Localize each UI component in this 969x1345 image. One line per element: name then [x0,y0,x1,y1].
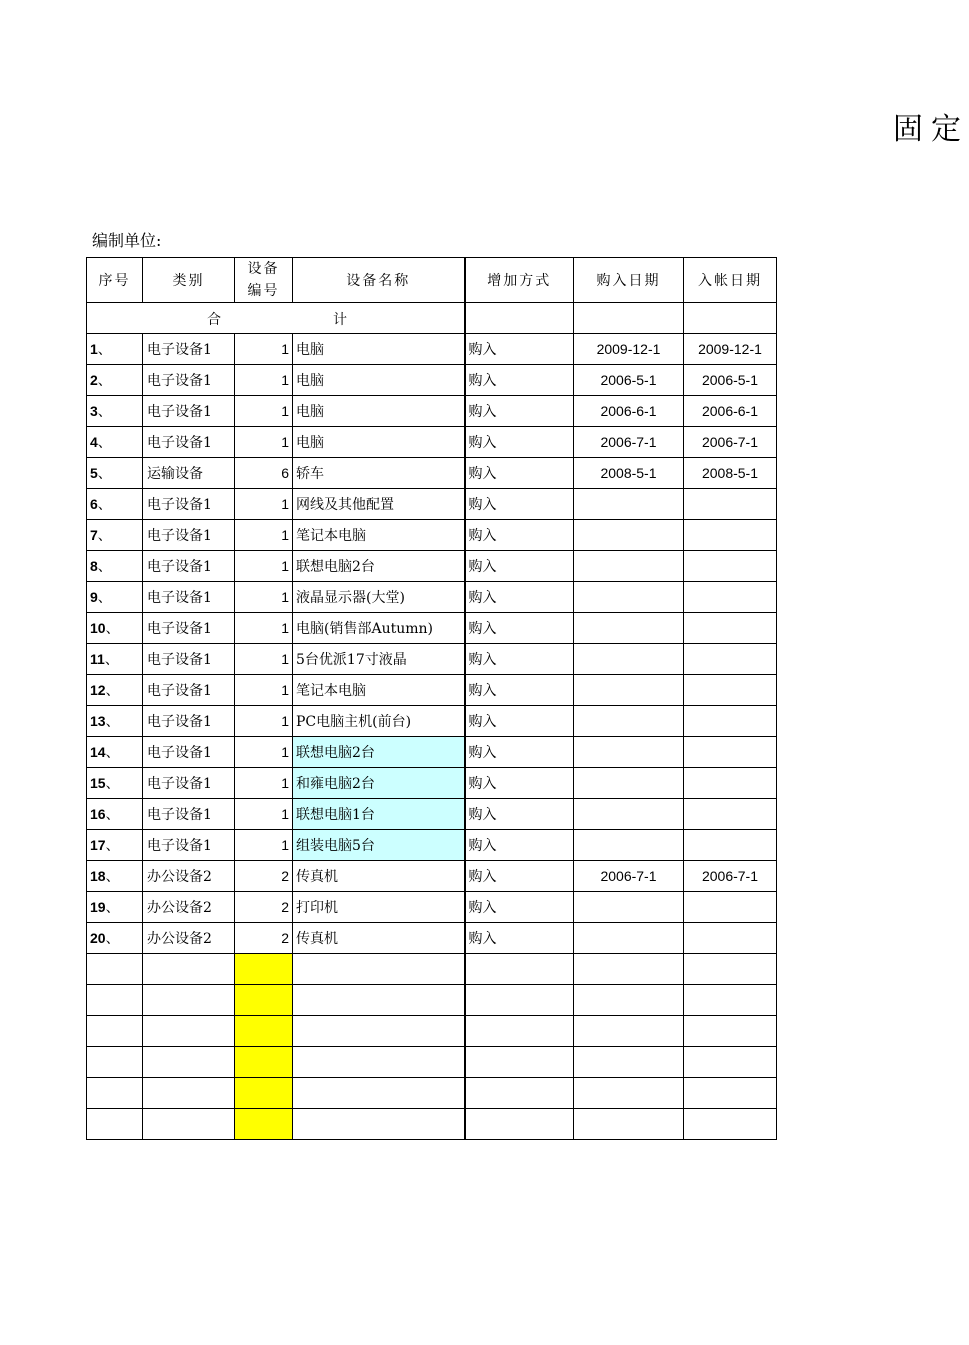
code-cell[interactable]: 1 [235,582,293,613]
name-cell[interactable]: 联想电脑2台 [293,737,465,768]
row-index: 12 [90,682,106,698]
row-index: 6 [90,496,98,512]
name-cell[interactable]: 液晶显示器(大堂) [293,582,465,613]
name-cell[interactable]: 笔记本电脑 [293,675,465,706]
row-index-cell[interactable] [87,768,143,799]
name-cell[interactable]: 联想电脑1台 [293,799,465,830]
row-index: 11 [90,651,105,667]
total-label-right: 计 [333,312,347,328]
code-cell[interactable]: 1 [235,427,293,458]
total-label-left: 合 [207,312,221,328]
booking-date-cell[interactable] [684,830,777,861]
header-method[interactable]: 增加方式 [465,258,574,303]
index-suffix: 、 [105,931,120,947]
row-index: 19 [90,899,106,915]
booking-date-cell[interactable] [684,706,777,737]
booking-date-cell[interactable] [684,923,777,954]
row-index-cell[interactable] [87,520,143,551]
header-category[interactable]: 类别 [143,258,235,303]
name-cell[interactable]: 传真机 [293,923,465,954]
table-row [87,334,777,365]
table-row [87,675,777,706]
table-row [87,830,777,861]
purchase-date-cell[interactable]: 2006-7-1 [574,861,684,892]
name-cell[interactable] [293,1078,465,1109]
purchase-date-cell[interactable] [574,489,684,520]
row-index: 18 [90,868,106,884]
row-index: 5 [90,465,98,481]
table-row [87,768,777,799]
category-cell[interactable]: 电子设备1 [143,675,235,706]
method-cell[interactable]: 购入 [465,644,574,675]
purchase-date-cell[interactable] [574,706,684,737]
row-index-cell[interactable] [87,1078,143,1109]
asset-table [86,257,777,1140]
name-cell[interactable]: 联想电脑2台 [293,551,465,582]
row-index: 2 [90,372,98,388]
name-cell[interactable]: 轿车 [293,458,465,489]
index-suffix: 、 [97,373,112,389]
row-index: 17 [90,837,106,853]
name-cell[interactable] [293,954,465,985]
row-index-cell[interactable] [87,551,143,582]
row-index-cell[interactable] [87,613,143,644]
booking-date-cell[interactable]: 2006-5-1 [684,365,777,396]
index-suffix: 、 [105,900,120,916]
booking-date-cell[interactable] [684,799,777,830]
booking-date-cell[interactable] [684,954,777,985]
index-suffix: 、 [105,683,120,699]
purchase-date-cell[interactable]: 2006-5-1 [574,365,684,396]
purchase-date-cell[interactable]: 2008-5-1 [574,458,684,489]
table-row [87,923,777,954]
table-row [87,861,777,892]
name-cell[interactable]: 笔记本电脑 [293,520,465,551]
table-row [87,520,777,551]
category-cell[interactable]: 办公设备2 [143,923,235,954]
row-index-cell[interactable] [87,582,143,613]
row-index-cell[interactable] [87,489,143,520]
booking-date-cell[interactable] [684,985,777,1016]
purchase-date-cell[interactable] [574,1016,684,1047]
name-cell[interactable]: 网线及其他配置 [293,489,465,520]
category-cell[interactable] [143,985,235,1016]
purchase-date-cell[interactable] [574,954,684,985]
row-index: 4 [90,434,98,450]
row-index: 13 [90,713,106,729]
total-method-cell[interactable] [465,303,574,334]
empty-row [87,1047,777,1078]
code-cell[interactable] [235,1016,293,1047]
row-index: 15 [90,775,106,791]
booking-date-cell[interactable] [684,1109,777,1140]
category-cell[interactable] [143,1016,235,1047]
row-index-cell[interactable] [87,830,143,861]
row-index-cell[interactable] [87,799,143,830]
code-cell[interactable]: 2 [235,923,293,954]
method-cell[interactable] [465,1109,574,1140]
row-index-cell[interactable] [87,1047,143,1078]
table-row [87,551,777,582]
method-cell[interactable]: 购入 [465,489,574,520]
index-suffix: 、 [97,497,112,513]
category-cell[interactable] [143,954,235,985]
code-cell[interactable]: 1 [235,737,293,768]
method-cell[interactable]: 购入 [465,458,574,489]
purchase-date-cell[interactable] [574,613,684,644]
name-cell[interactable] [293,1016,465,1047]
row-index: 16 [90,806,106,822]
index-suffix: 、 [105,745,120,761]
row-index-cell[interactable] [87,396,143,427]
row-index-cell[interactable] [87,675,143,706]
method-cell[interactable]: 购入 [465,582,574,613]
name-cell[interactable] [293,1047,465,1078]
method-cell[interactable]: 购入 [465,892,574,923]
method-cell[interactable]: 购入 [465,768,574,799]
category-cell[interactable]: 电子设备1 [143,830,235,861]
method-cell[interactable]: 购入 [465,365,574,396]
purchase-date-cell[interactable] [574,923,684,954]
row-index: 10 [90,620,106,636]
category-cell[interactable]: 电子设备1 [143,551,235,582]
index-suffix: 、 [97,342,112,358]
row-index-cell[interactable] [87,458,143,489]
code-cell[interactable]: 1 [235,644,293,675]
index-suffix: 、 [97,466,112,482]
booking-date-cell[interactable] [684,582,777,613]
method-cell[interactable]: 购入 [465,737,574,768]
code-cell[interactable]: 1 [235,675,293,706]
method-cell[interactable] [465,985,574,1016]
category-cell[interactable]: 电子设备1 [143,644,235,675]
category-cell[interactable] [143,1047,235,1078]
row-index-cell[interactable] [87,365,143,396]
row-index-cell[interactable] [87,334,143,365]
category-cell[interactable]: 电子设备1 [143,334,235,365]
empty-row [87,985,777,1016]
booking-date-cell[interactable] [684,768,777,799]
method-cell[interactable] [465,1047,574,1078]
row-index: 3 [90,403,98,419]
purchase-date-cell[interactable] [574,644,684,675]
category-cell[interactable]: 电子设备1 [143,706,235,737]
method-cell[interactable]: 购入 [465,861,574,892]
code-cell[interactable]: 1 [235,334,293,365]
purchase-date-cell[interactable] [574,1047,684,1078]
category-cell[interactable]: 电子设备1 [143,520,235,551]
code-cell[interactable]: 1 [235,489,293,520]
method-cell[interactable]: 购入 [465,520,574,551]
row-index-cell[interactable] [87,985,143,1016]
name-cell[interactable]: 打印机 [293,892,465,923]
category-cell[interactable] [143,1078,235,1109]
purchase-date-cell[interactable] [574,1109,684,1140]
name-cell[interactable]: 电脑 [293,334,465,365]
method-cell[interactable]: 购入 [465,551,574,582]
code-cell[interactable] [235,985,293,1016]
row-index-cell[interactable] [87,737,143,768]
code-cell[interactable]: 1 [235,799,293,830]
code-cell[interactable]: 2 [235,892,293,923]
booking-date-cell[interactable]: 2006-7-1 [684,427,777,458]
empty-row [87,1016,777,1047]
table-row [87,427,777,458]
purchase-date-cell[interactable] [574,1078,684,1109]
name-cell[interactable]: 和雍电脑2台 [293,768,465,799]
code-cell[interactable]: 1 [235,768,293,799]
category-cell[interactable]: 电子设备1 [143,427,235,458]
row-index-cell[interactable] [87,892,143,923]
row-index-cell[interactable] [87,644,143,675]
method-cell[interactable]: 购入 [465,675,574,706]
total-purchase-date-cell[interactable] [574,303,684,334]
method-cell[interactable]: 购入 [465,923,574,954]
total-row [87,303,777,334]
booking-date-cell[interactable] [684,1047,777,1078]
purchase-date-cell[interactable] [574,799,684,830]
row-index-cell[interactable] [87,1109,143,1140]
purchase-date-cell[interactable] [574,985,684,1016]
booking-date-cell[interactable]: 2009-12-1 [684,334,777,365]
empty-row [87,954,777,985]
index-suffix: 、 [105,869,120,885]
empty-row [87,1109,777,1140]
name-cell[interactable]: 电脑 [293,365,465,396]
code-cell[interactable]: 1 [235,396,293,427]
index-suffix: 、 [105,714,120,730]
code-cell[interactable] [235,1047,293,1078]
booking-date-cell[interactable] [684,489,777,520]
name-cell[interactable] [293,1109,465,1140]
index-suffix: 、 [97,528,112,544]
header-index[interactable]: 序号 [87,258,143,303]
index-suffix: 、 [105,621,120,637]
purchase-date-cell[interactable]: 2009-12-1 [574,334,684,365]
code-cell[interactable]: 1 [235,706,293,737]
name-cell[interactable]: 5台优派17寸液晶 [293,644,465,675]
booking-date-cell[interactable] [684,1078,777,1109]
index-suffix: 、 [105,838,120,854]
table-row [87,489,777,520]
table-row [87,644,777,675]
booking-date-cell[interactable] [684,892,777,923]
purchase-date-cell[interactable] [574,582,684,613]
code-cell[interactable]: 2 [235,861,293,892]
table-row [87,365,777,396]
category-cell[interactable]: 电子设备1 [143,582,235,613]
header-booking-date[interactable]: 入帐日期 [684,258,777,303]
code-cell[interactable]: 1 [235,830,293,861]
category-cell[interactable]: 电子设备1 [143,613,235,644]
table-row [87,613,777,644]
category-cell[interactable]: 运输设备 [143,458,235,489]
booking-date-cell[interactable] [684,520,777,551]
total-booking-date-cell[interactable] [684,303,777,334]
row-index-cell[interactable] [87,923,143,954]
purchase-date-cell[interactable]: 2006-6-1 [574,396,684,427]
category-cell[interactable]: 办公设备2 [143,861,235,892]
table-row [87,706,777,737]
row-index: 14 [90,744,106,760]
purchase-date-cell[interactable] [574,737,684,768]
booking-date-cell[interactable] [684,551,777,582]
category-cell[interactable]: 办公设备2 [143,892,235,923]
category-cell[interactable]: 电子设备1 [143,489,235,520]
name-cell[interactable]: 电脑 [293,396,465,427]
category-cell[interactable] [143,1109,235,1140]
table-row [87,582,777,613]
index-suffix: 、 [105,807,120,823]
name-cell[interactable]: 电脑(销售部Autumn) [293,613,465,644]
booking-date-cell[interactable] [684,737,777,768]
code-cell[interactable]: 1 [235,520,293,551]
row-index: 8 [90,558,98,574]
sheet-title: 固定 [893,112,969,147]
method-cell[interactable]: 购入 [465,830,574,861]
name-cell[interactable]: 传真机 [293,861,465,892]
row-index-cell[interactable] [87,954,143,985]
category-cell[interactable]: 电子设备1 [143,799,235,830]
index-suffix: 、 [105,776,120,792]
index-suffix: 、 [97,559,112,575]
category-cell[interactable]: 电子设备1 [143,768,235,799]
purchase-date-cell[interactable] [574,768,684,799]
method-cell[interactable]: 购入 [465,613,574,644]
code-cell[interactable]: 6 [235,458,293,489]
category-cell[interactable]: 电子设备1 [143,737,235,768]
table-row [87,737,777,768]
method-cell[interactable]: 购入 [465,396,574,427]
index-suffix: 、 [97,590,112,606]
method-cell[interactable] [465,954,574,985]
method-cell[interactable] [465,1078,574,1109]
method-cell[interactable]: 购入 [465,427,574,458]
name-cell[interactable]: 电脑 [293,427,465,458]
table-row [87,799,777,830]
code-cell[interactable]: 1 [235,365,293,396]
row-index: 1 [90,341,98,357]
code-cell[interactable]: 1 [235,551,293,582]
table-row [87,396,777,427]
row-index-cell[interactable] [87,706,143,737]
name-cell[interactable]: 组装电脑5台 [293,830,465,861]
total-cell[interactable] [87,303,465,334]
header-row [87,258,777,303]
category-cell[interactable]: 电子设备1 [143,396,235,427]
purchase-date-cell[interactable] [574,675,684,706]
row-index-cell[interactable] [87,1016,143,1047]
method-cell[interactable]: 购入 [465,334,574,365]
purchase-date-cell[interactable] [574,551,684,582]
method-cell[interactable] [465,1016,574,1047]
method-cell[interactable]: 购入 [465,706,574,737]
code-cell[interactable] [235,954,293,985]
code-cell[interactable]: 1 [235,613,293,644]
row-index: 20 [90,930,106,946]
category-cell[interactable]: 电子设备1 [143,365,235,396]
row-index: 9 [90,589,98,605]
compiling-unit-label: 编制单位: [92,231,162,250]
booking-date-cell[interactable]: 2008-5-1 [684,458,777,489]
table-row [87,458,777,489]
row-index-cell[interactable] [87,861,143,892]
booking-date-cell[interactable]: 2006-6-1 [684,396,777,427]
code-cell[interactable] [235,1078,293,1109]
booking-date-cell[interactable] [684,1016,777,1047]
table-row [87,892,777,923]
row-index-cell[interactable] [87,427,143,458]
booking-date-cell[interactable] [684,675,777,706]
row-index: 7 [90,527,98,543]
purchase-date-cell[interactable] [574,830,684,861]
purchase-date-cell[interactable]: 2006-7-1 [574,427,684,458]
booking-date-cell[interactable]: 2006-7-1 [684,861,777,892]
method-cell[interactable]: 购入 [465,799,574,830]
booking-date-cell[interactable] [684,613,777,644]
header-code[interactable]: 设备 编号 [235,258,293,303]
empty-row [87,1078,777,1109]
booking-date-cell[interactable] [684,644,777,675]
name-cell[interactable] [293,985,465,1016]
index-suffix: 、 [97,435,112,451]
purchase-date-cell[interactable] [574,520,684,551]
purchase-date-cell[interactable] [574,892,684,923]
name-cell[interactable]: PC电脑主机(前台) [293,706,465,737]
index-suffix: 、 [97,404,112,420]
code-cell[interactable] [235,1109,293,1140]
header-purchase-date[interactable]: 购入日期 [574,258,684,303]
header-name[interactable]: 设备名称 [293,258,465,303]
index-suffix: 、 [104,652,119,668]
